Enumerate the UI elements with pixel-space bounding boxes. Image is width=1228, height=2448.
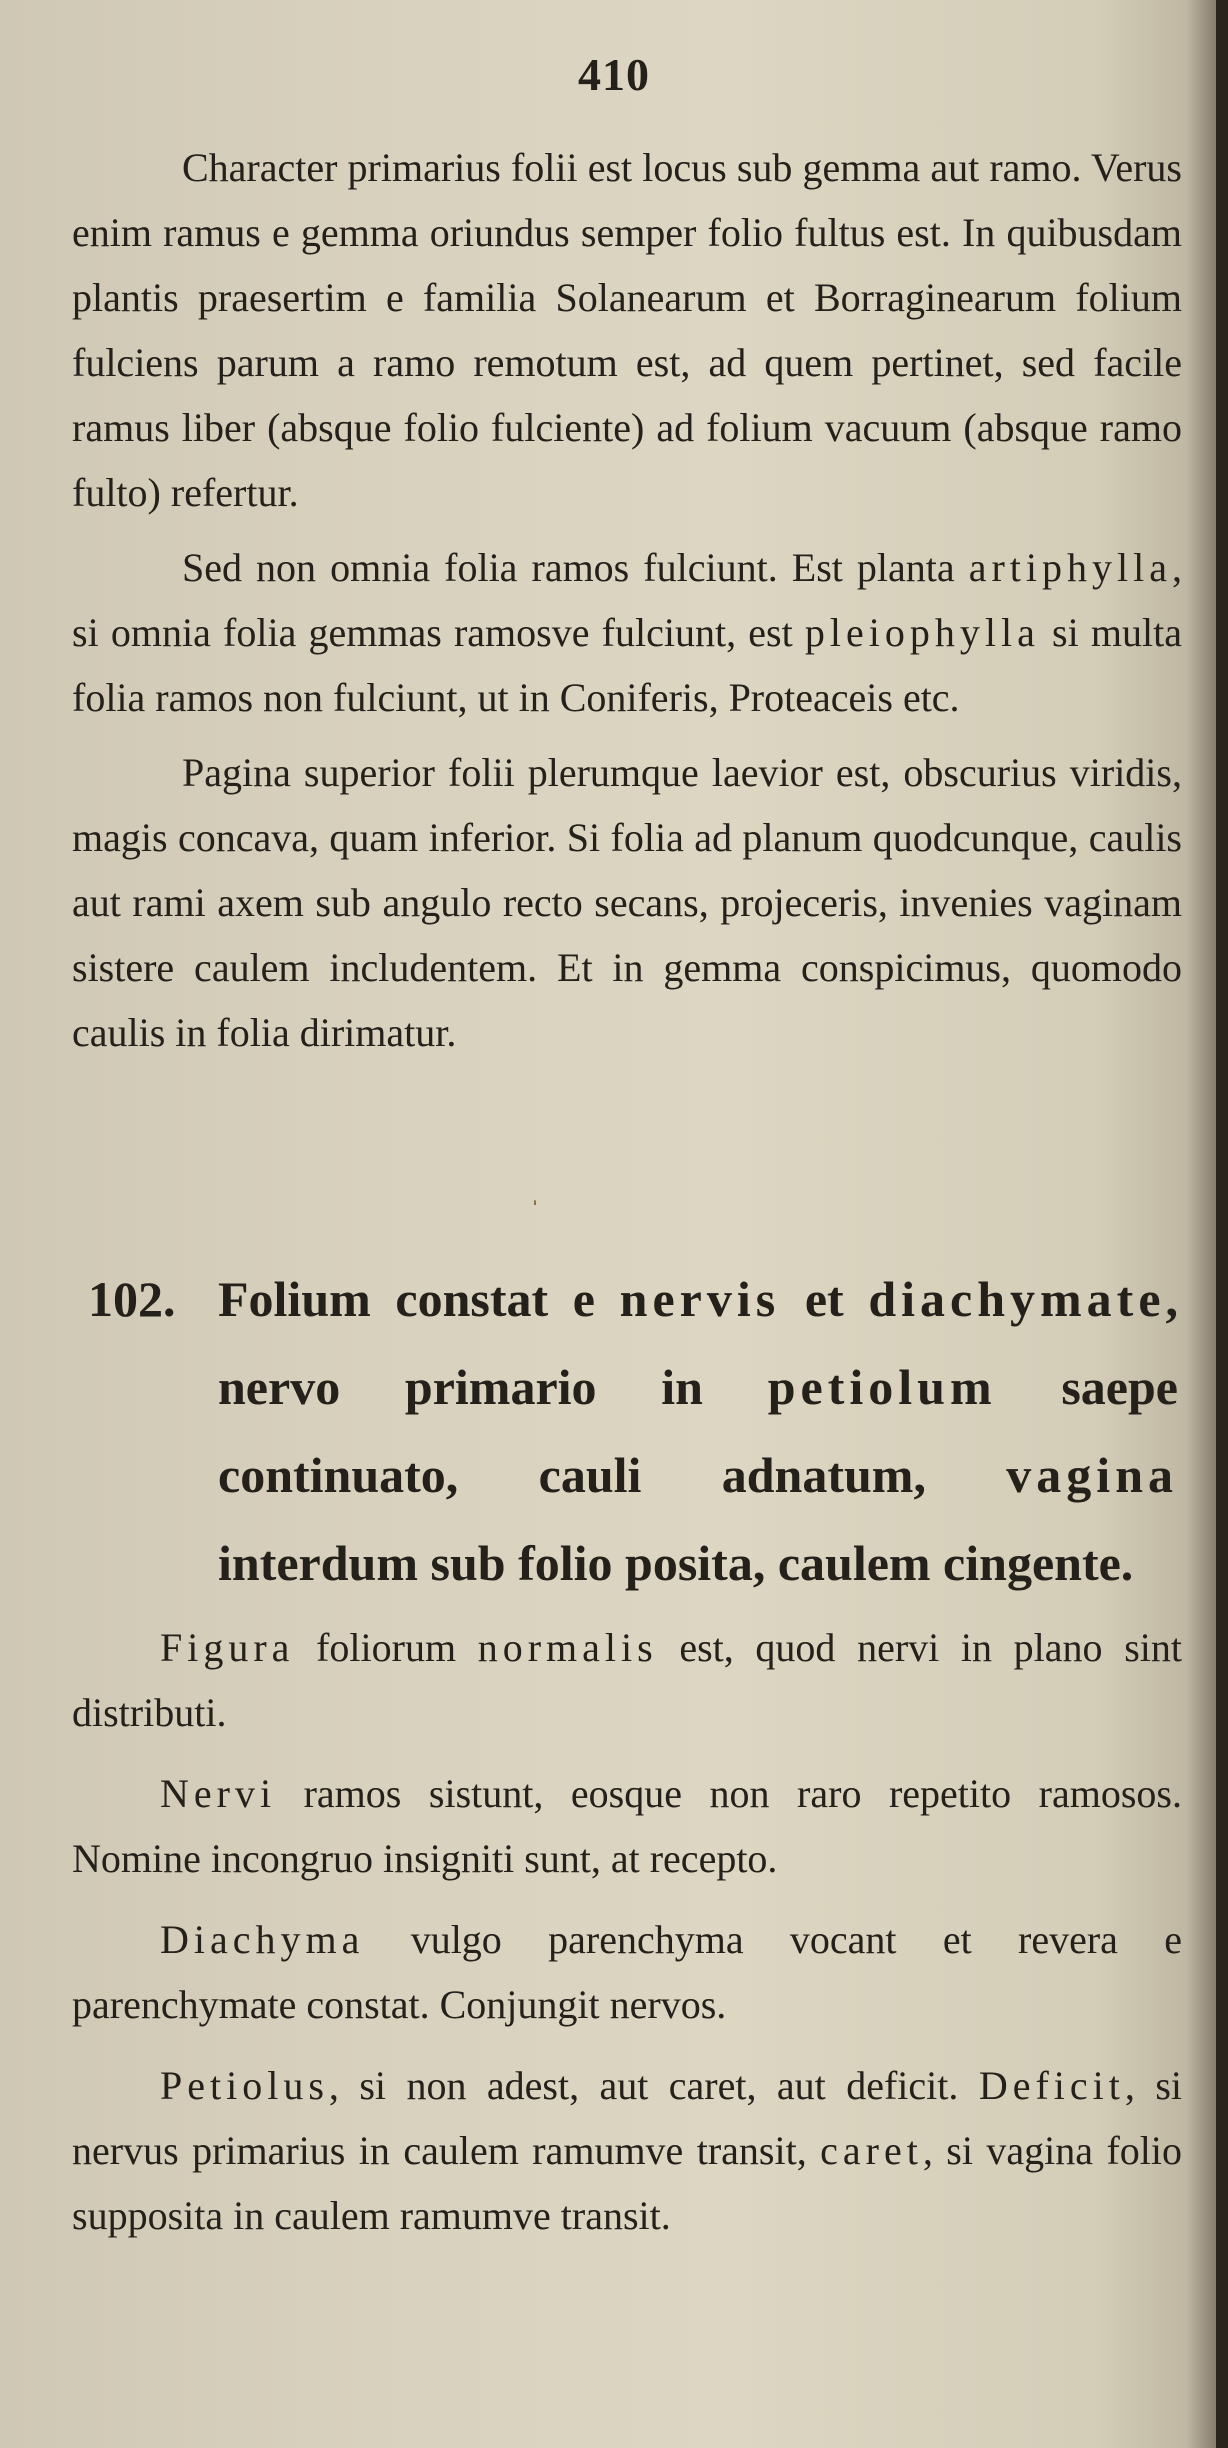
term-pleiophylla: pleiophylla [804, 610, 1040, 655]
ink-mark: ˈ [530, 1195, 540, 1228]
term-normalis: normalis [477, 1625, 658, 1670]
term-petiolus: Petiolus [160, 2063, 329, 2108]
paragraph-diachyma: Diachyma vulgo parenchyma vocant et revera e parenchymate constat. Conjungit nervos. [72, 1917, 1182, 2027]
section-number: 102. [88, 1271, 176, 1327]
text-block-bottom [72, 1615, 1182, 2264]
term-artiphylla: artiphylla [968, 545, 1172, 590]
section-heading [88, 1255, 1178, 1607]
paragraph-nervi: Nervi ramos sistunt, eosque non raro repetito ramosos. Nomine incongruo insigniti sunt, at recepto. [72, 1771, 1182, 1881]
term-deficit: Deficit [978, 2063, 1125, 2108]
paragraph-petiolus: Petiolus, si non adest, aut caret, aut deficit. Deficit, si nervus primarius in caulem ramumve transit, caret, si vagina folio supposita in caulem ramumve transit. [72, 2063, 1183, 2238]
paragraph-figura: Figura foliorum normalis est, quod nervi in plano sint distributi. [72, 1625, 1182, 1735]
term-figura: Figura [160, 1625, 295, 1670]
term-vagina: vagina [1006, 1447, 1178, 1503]
term-caret: caret [820, 2128, 923, 2173]
book-edge [1216, 0, 1228, 2448]
page-number: 410 [578, 49, 650, 100]
paragraph-character: Character primarius folii est locus sub gemma aut ramo. Verus enim ramus e gemma oriundus semper folio fultus est. In quibusdam plantis praesertim e familia Solanearum et Borraginearum folium fulciens parum a ramo remotum est, ad quem pertinet, sed facile ramus liber (absque folio fulciente) ad folium vacuum (absque ramo fulto) refertur. [72, 145, 1182, 515]
section-statement: Folium constat e nervis et diachymate, nervo primario in petiolum saepe continuato, cauli adnatum, vagina interdum sub folio posita, caulem cingente. [218, 1271, 1179, 1591]
term-diachymate: diachymate [868, 1271, 1166, 1327]
text-block-top [72, 135, 1182, 1065]
term-petiolum: petiolum [767, 1359, 997, 1415]
paragraph-artiphylla: Sed non omnia folia ramos fulciunt. Est planta artiphylla, si omnia folia gemmas ramosve fulciunt, est pleiophylla si multa folia ramos non fulciunt, ut in Coniferis, Proteaceis etc. [72, 545, 1182, 720]
term-nervis: nervis [619, 1271, 781, 1327]
paragraph-pagina: Pagina superior folii plerumque laevior est, obscurius viridis, magis concava, quam inferior. Si folia ad planum quodcunque, caulis aut rami axem sub angulo recto secans, projeceris, invenies vaginam sistere caulem includentem. Et in gemma conspicimus, quomodo caulis in folia dirimatur. [72, 750, 1182, 1055]
term-diachyma: Diachyma [160, 1917, 365, 1962]
term-nervi: Nervi [160, 1771, 277, 1816]
page-gutter-shadow [1186, 0, 1216, 2448]
